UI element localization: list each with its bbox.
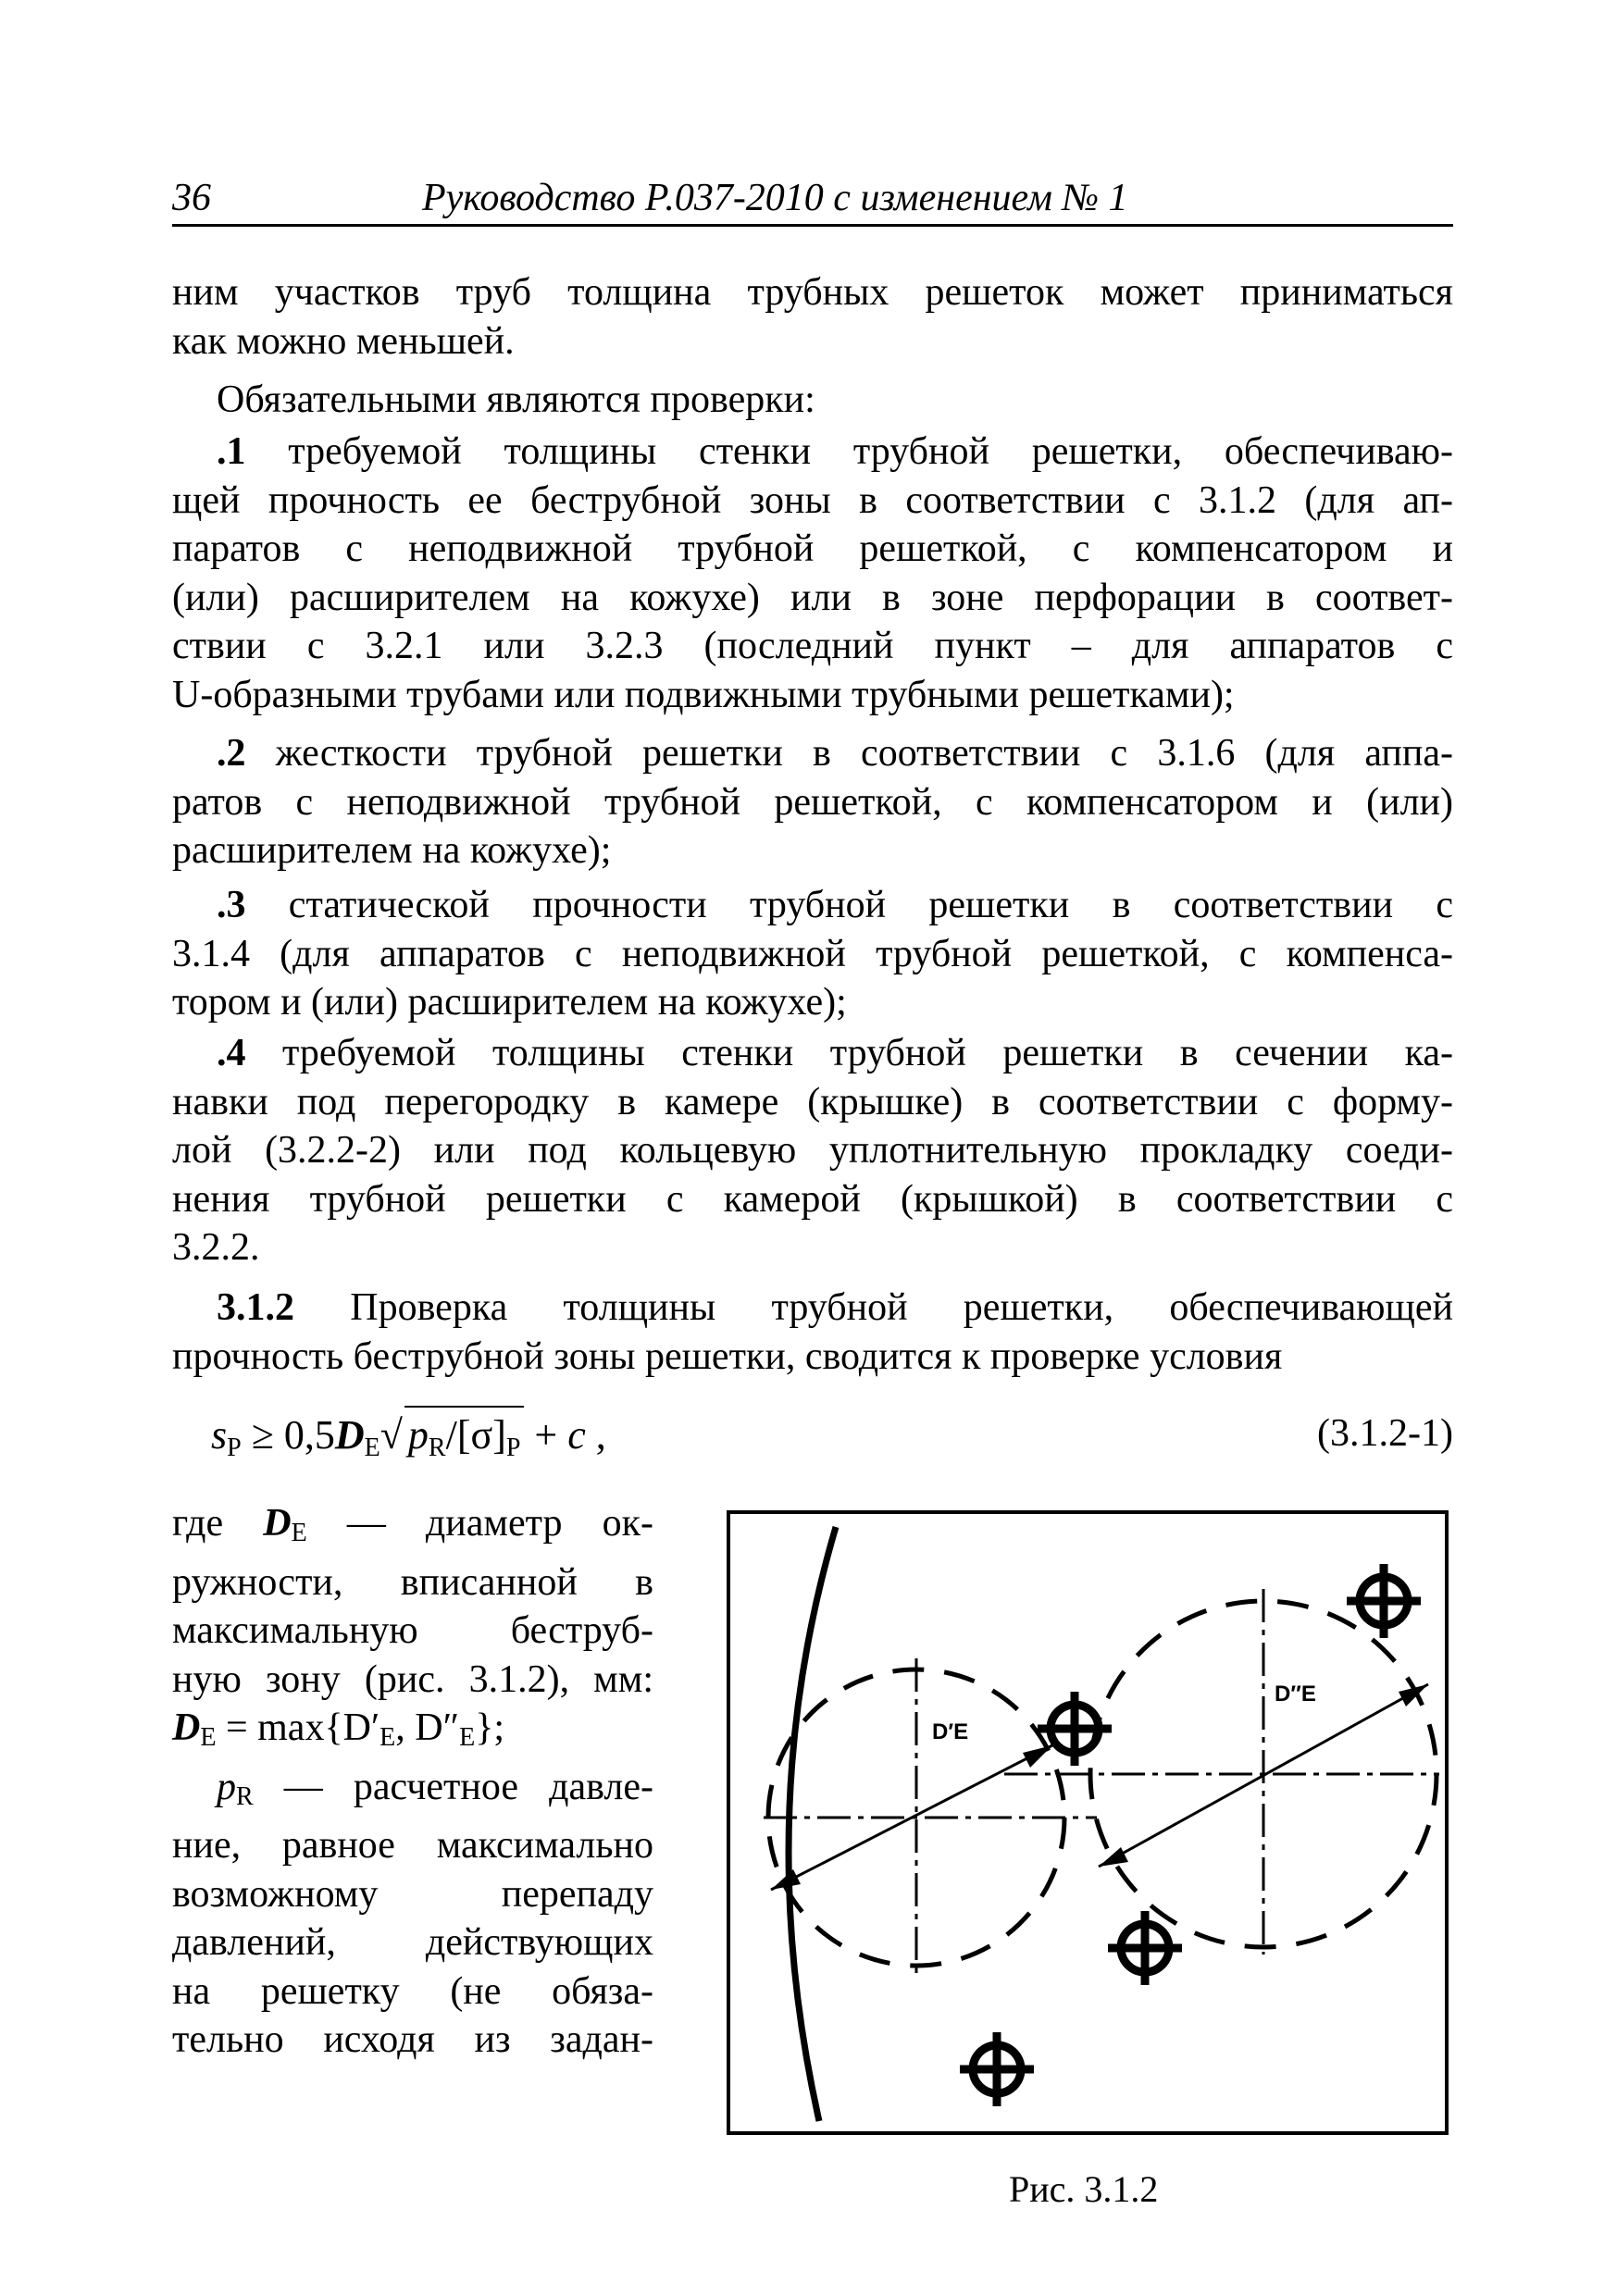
definition-column (172, 1499, 653, 2065)
item-number: .3 (217, 884, 246, 926)
text-line: тором и (или) расширителем на кожухе); (172, 981, 847, 1024)
arrowhead (1023, 1745, 1052, 1768)
text-line (172, 1029, 1453, 1078)
required-checks-intro (172, 376, 1453, 425)
formula-text: }; (475, 1706, 505, 1749)
list-item-2 (172, 729, 1453, 875)
figure-3-1-2 (727, 1510, 1449, 2135)
tube-hole-1 (1038, 1692, 1112, 1766)
tube-hole-2 (1347, 1564, 1421, 1638)
text-line: расширителем на кожухе); (172, 829, 612, 872)
formula-symbol: D (172, 1706, 201, 1749)
text-line: щей прочность ее беструбной зоны в соответствии с 3.1.2 (для ап- (172, 478, 1453, 522)
formula-3-1-2-1 (211, 1406, 606, 1476)
formula-subscript: R (428, 1433, 446, 1462)
text-line: ние, равное максимально (172, 1824, 653, 1867)
figure-caption: Рис. 3.1.2 (1009, 2168, 1159, 2210)
formula-operator: + (524, 1412, 568, 1458)
center-lines (764, 1589, 1439, 1978)
text-line: ружности, вписанной в (172, 1560, 653, 1604)
text-line: ную зону (рис. 3.1.2), мм: (172, 1657, 653, 1701)
text-line: навки под перегородку в камере (крышке) в соответствии с форму- (172, 1080, 1453, 1123)
text-line: (или) расширителем на кожухе) или в зоне перфорации в соответ- (172, 576, 1453, 619)
formula-subscript: E (200, 1723, 217, 1752)
item-text: статической прочности трубной решетки в соответствии с (245, 884, 1453, 926)
formula-punctuation: , (585, 1412, 606, 1458)
section-text: Проверка толщины трубной решетки, обеспечивающей (294, 1286, 1453, 1329)
tube-sheet-diagram (727, 1510, 1449, 2135)
formula-subscript: R (236, 1781, 254, 1811)
text-line (172, 1499, 653, 1558)
text-line: U-образными трубами или подвижными трубными решетками); (172, 673, 1235, 716)
arrowhead (1099, 1847, 1128, 1867)
page-number: 36 (172, 177, 211, 219)
formula-subscript: P (505, 1433, 521, 1462)
text-line: ним участков труб толщина трубных решеток может приниматься (172, 271, 1453, 314)
text-line: 3.2.2. (172, 1226, 260, 1269)
formula-symbol: D (334, 1412, 365, 1458)
formula-symbol: D (263, 1502, 292, 1545)
text-line: ствии с 3.2.1 или 3.2.3 (последний пункт – для аппаратов с (172, 625, 1453, 667)
page-header (172, 172, 1453, 227)
text-line: на решетку (не обяза- (172, 1969, 653, 2013)
item-text: жесткости трубной решетки в соответствии с 3.1.6 (для аппа- (245, 732, 1453, 775)
text-line (172, 1704, 653, 1763)
text-line (172, 881, 1453, 930)
text-span: — диаметр ок- (306, 1502, 654, 1545)
shell-arc (789, 1527, 836, 2121)
continuation-paragraph (172, 268, 1453, 366)
list-item-3 (172, 881, 1453, 1027)
tube-hole-4 (960, 2032, 1034, 2106)
formula-symbol: c (567, 1412, 586, 1458)
formula-subscript: E (291, 1519, 307, 1547)
text-span: — расчетное давле- (253, 1765, 653, 1808)
item-number: .1 (217, 430, 246, 473)
item-number: .4 (217, 1032, 246, 1074)
sqrt-sign: √ (379, 1412, 403, 1458)
formula-text: , D″ (395, 1706, 460, 1749)
text-line: как можно меньшей. (172, 319, 515, 363)
item-text: требуемой толщины стенки трубной решетки, обеспечиваю- (245, 430, 1453, 473)
formula-operator: ≥ 0,5 (241, 1412, 335, 1458)
text-span: где (172, 1502, 264, 1545)
formula-text: = max{D′ (216, 1706, 380, 1749)
text-line: максимальную беструб- (172, 1609, 653, 1652)
formula-subscript: E (379, 1723, 396, 1752)
figure-frame (728, 1512, 1447, 2133)
formula-subscript: P (227, 1433, 242, 1462)
formula-symbol: s (211, 1412, 228, 1458)
text-line: давлений, действующих (172, 1921, 653, 1964)
formula-symbol: p (407, 1412, 429, 1458)
text-line: тельно исходя из задан- (172, 2018, 653, 2061)
text-line: нения трубной решетки с камерой (крышкой) в соответствии с (172, 1177, 1453, 1221)
text-line: лой (3.2.2-2) или под кольцевую уплотнительную прокладку соеди- (172, 1129, 1453, 1172)
running-title: Руководство Р.037-2010 с изменением № 1 (422, 177, 1128, 219)
label-d1: D′E (932, 1719, 969, 1744)
list-item-4 (172, 1029, 1453, 1272)
text-line: Обязательными являются проверки: (217, 379, 815, 421)
formula-subscript: E (459, 1723, 476, 1752)
text-line: ратов с неподвижной трубной решеткой, с компенсатором и (или) (172, 780, 1453, 824)
equation-number: (3.1.2-1) (1317, 1412, 1453, 1455)
text-line (172, 428, 1453, 477)
formula-operator: /[σ] (445, 1412, 506, 1458)
label-d2: D″E (1275, 1682, 1316, 1706)
text-line: возможному перепаду (172, 1872, 653, 1916)
text-line (172, 1284, 1453, 1333)
list-item-1 (172, 428, 1453, 719)
text-line (172, 1763, 653, 1822)
section-number: 3.1.2 (217, 1286, 294, 1329)
sqrt-radicand (404, 1406, 525, 1476)
text-line: прочность беструбной зоны решетки, сводится к проверке условия (172, 1334, 1283, 1378)
text-line (172, 729, 1453, 778)
item-text: требуемой толщины стенки трубной решетки в сечении ка- (245, 1032, 1453, 1074)
text-line: 3.1.4 (для аппаратов с неподвижной трубной решеткой, с компенса- (172, 932, 1453, 975)
formula-symbol: p (217, 1765, 236, 1808)
formula-subscript: E (364, 1433, 380, 1462)
text-line: паратов с неподвижной трубной решеткой, с компенсатором и (172, 527, 1453, 570)
item-number: .2 (217, 732, 246, 775)
section-3-1-2 (172, 1284, 1453, 1381)
